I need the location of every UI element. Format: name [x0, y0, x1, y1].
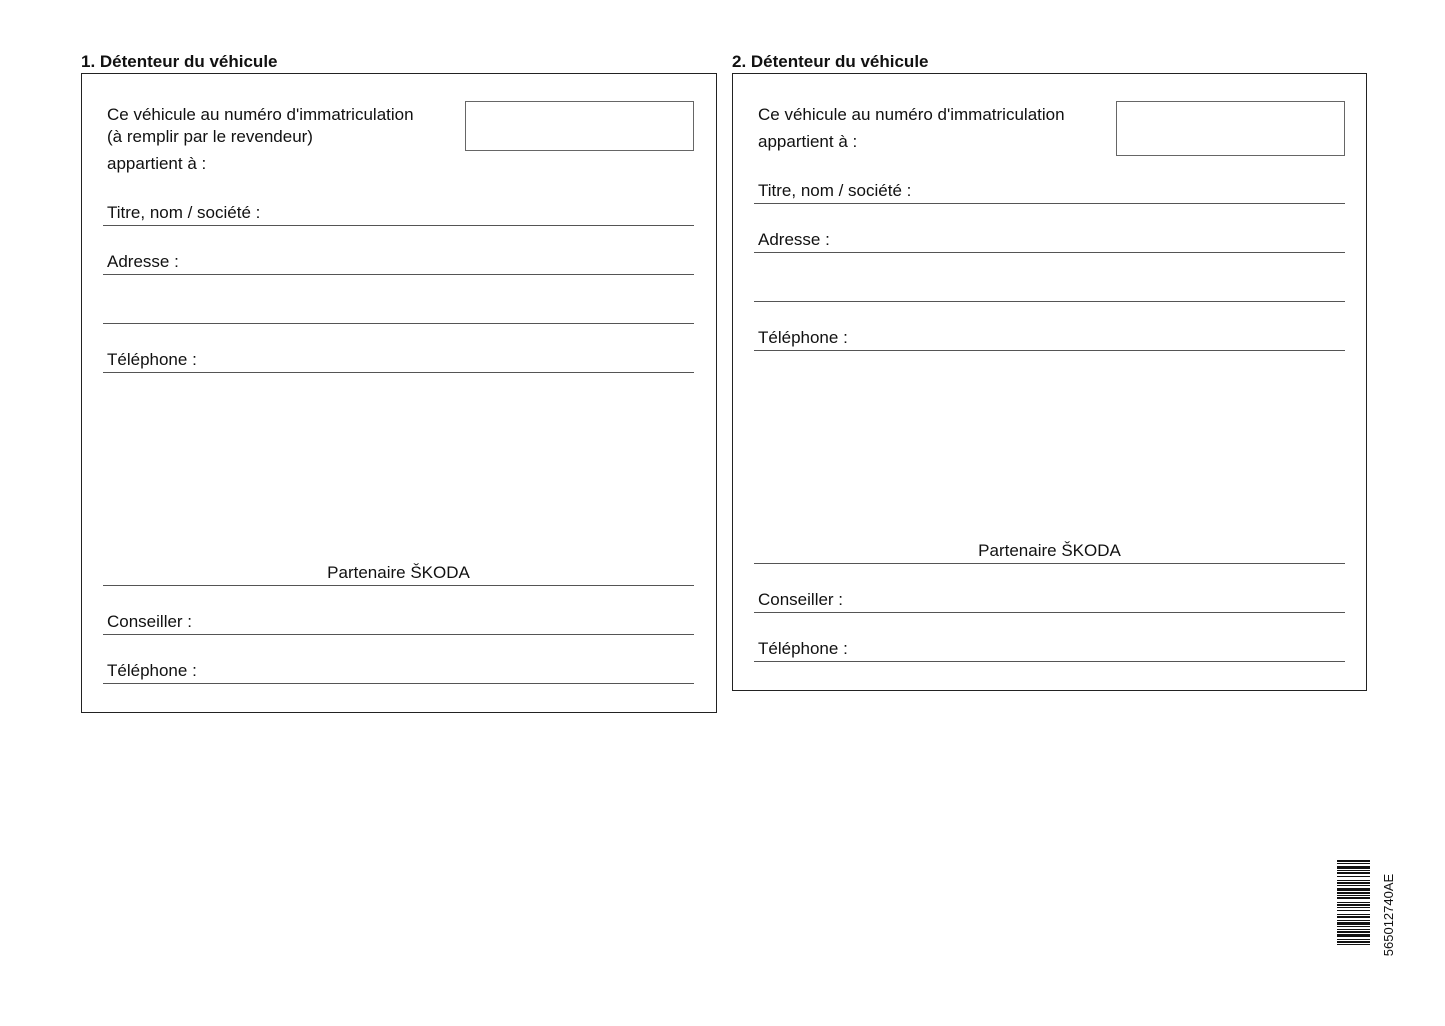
barcode-stripe	[1337, 860, 1370, 862]
barcode-stripe	[1337, 863, 1370, 864]
form1-intro-line1: Ce véhicule au numéro d'immatriculation	[107, 105, 414, 124]
form2-advisor-phone-line[interactable]	[754, 661, 1345, 662]
barcode-stripe	[1337, 914, 1370, 915]
form1-name-line[interactable]	[103, 225, 694, 226]
form2-title: 2. Détenteur du véhicule	[732, 52, 929, 71]
form1-address-label: Adresse :	[107, 252, 179, 271]
form2-advisor-label: Conseiller :	[758, 590, 844, 609]
form1-address-line-2[interactable]	[103, 323, 694, 324]
barcode-stripe	[1337, 910, 1370, 911]
barcode-stripe	[1337, 866, 1370, 869]
barcode-stripe	[1337, 920, 1370, 921]
barcode-stripe	[1337, 880, 1370, 881]
form1-title: 1. Détenteur du véhicule	[81, 52, 278, 71]
barcode-stripe	[1337, 922, 1370, 925]
form2-address-line[interactable]	[754, 252, 1345, 253]
barcode-stripe	[1337, 934, 1370, 937]
form1-phone-line[interactable]	[103, 372, 694, 373]
form1-address-line[interactable]	[103, 274, 694, 275]
barcode-stripe	[1337, 895, 1370, 896]
form2-address-label: Adresse :	[758, 230, 830, 249]
barcode-stripe	[1337, 939, 1370, 940]
form2-name-line[interactable]	[754, 203, 1345, 204]
barcode-stripe	[1337, 876, 1370, 877]
form1-name-label: Titre, nom / société :	[107, 203, 261, 222]
form2-partner-label: Partenaire ŠKODA	[978, 541, 1121, 560]
barcode-stripe	[1337, 916, 1370, 918]
form1-advisor-phone-line[interactable]	[103, 683, 694, 684]
barcode-stripe	[1337, 941, 1370, 943]
barcode-stripe	[1337, 870, 1370, 871]
barcode-stripe	[1337, 902, 1370, 903]
form1-advisor-label: Conseiller :	[107, 612, 193, 631]
barcode-stripe	[1337, 892, 1370, 894]
form1-advisor-phone-label: Téléphone :	[107, 661, 197, 680]
form2-advisor-line[interactable]	[754, 612, 1345, 613]
form2-partner-line[interactable]	[754, 563, 1345, 564]
form1-partner-line[interactable]	[103, 585, 694, 586]
form1-intro-line3: appartient à :	[107, 154, 207, 173]
barcode-stripe	[1337, 882, 1370, 884]
form2-intro-line1: Ce véhicule au numéro d'immatriculation	[758, 105, 1065, 124]
barcode-stripe	[1337, 904, 1370, 906]
barcode-stripe	[1337, 907, 1370, 908]
form2-phone-label: Téléphone :	[758, 328, 848, 347]
barcode-stripe	[1337, 931, 1370, 933]
form1-phone-label: Téléphone :	[107, 350, 197, 369]
form2-phone-line[interactable]	[754, 350, 1345, 351]
barcode-number: 565012740AE	[1381, 873, 1396, 957]
barcode-stripe	[1337, 872, 1370, 874]
form1-registration-field[interactable]	[465, 101, 694, 151]
barcode-stripe	[1337, 897, 1370, 899]
barcode-stripe	[1337, 926, 1370, 927]
form2-intro-line2: appartient à :	[758, 132, 858, 151]
barcode-icon	[1337, 860, 1370, 973]
form1-advisor-line[interactable]	[103, 634, 694, 635]
form2-advisor-phone-label: Téléphone :	[758, 639, 848, 658]
barcode-stripe	[1337, 888, 1370, 891]
form2-address-line-2[interactable]	[754, 301, 1345, 302]
form1-partner-label: Partenaire ŠKODA	[327, 563, 470, 582]
barcode-stripe	[1337, 885, 1370, 886]
form2-name-label: Titre, nom / société :	[758, 181, 912, 200]
form1-intro-line2: (à remplir par le revendeur)	[107, 127, 313, 146]
form2-registration-field[interactable]	[1116, 101, 1345, 156]
barcode-stripe	[1337, 929, 1370, 930]
barcode-stripe	[1337, 944, 1370, 945]
